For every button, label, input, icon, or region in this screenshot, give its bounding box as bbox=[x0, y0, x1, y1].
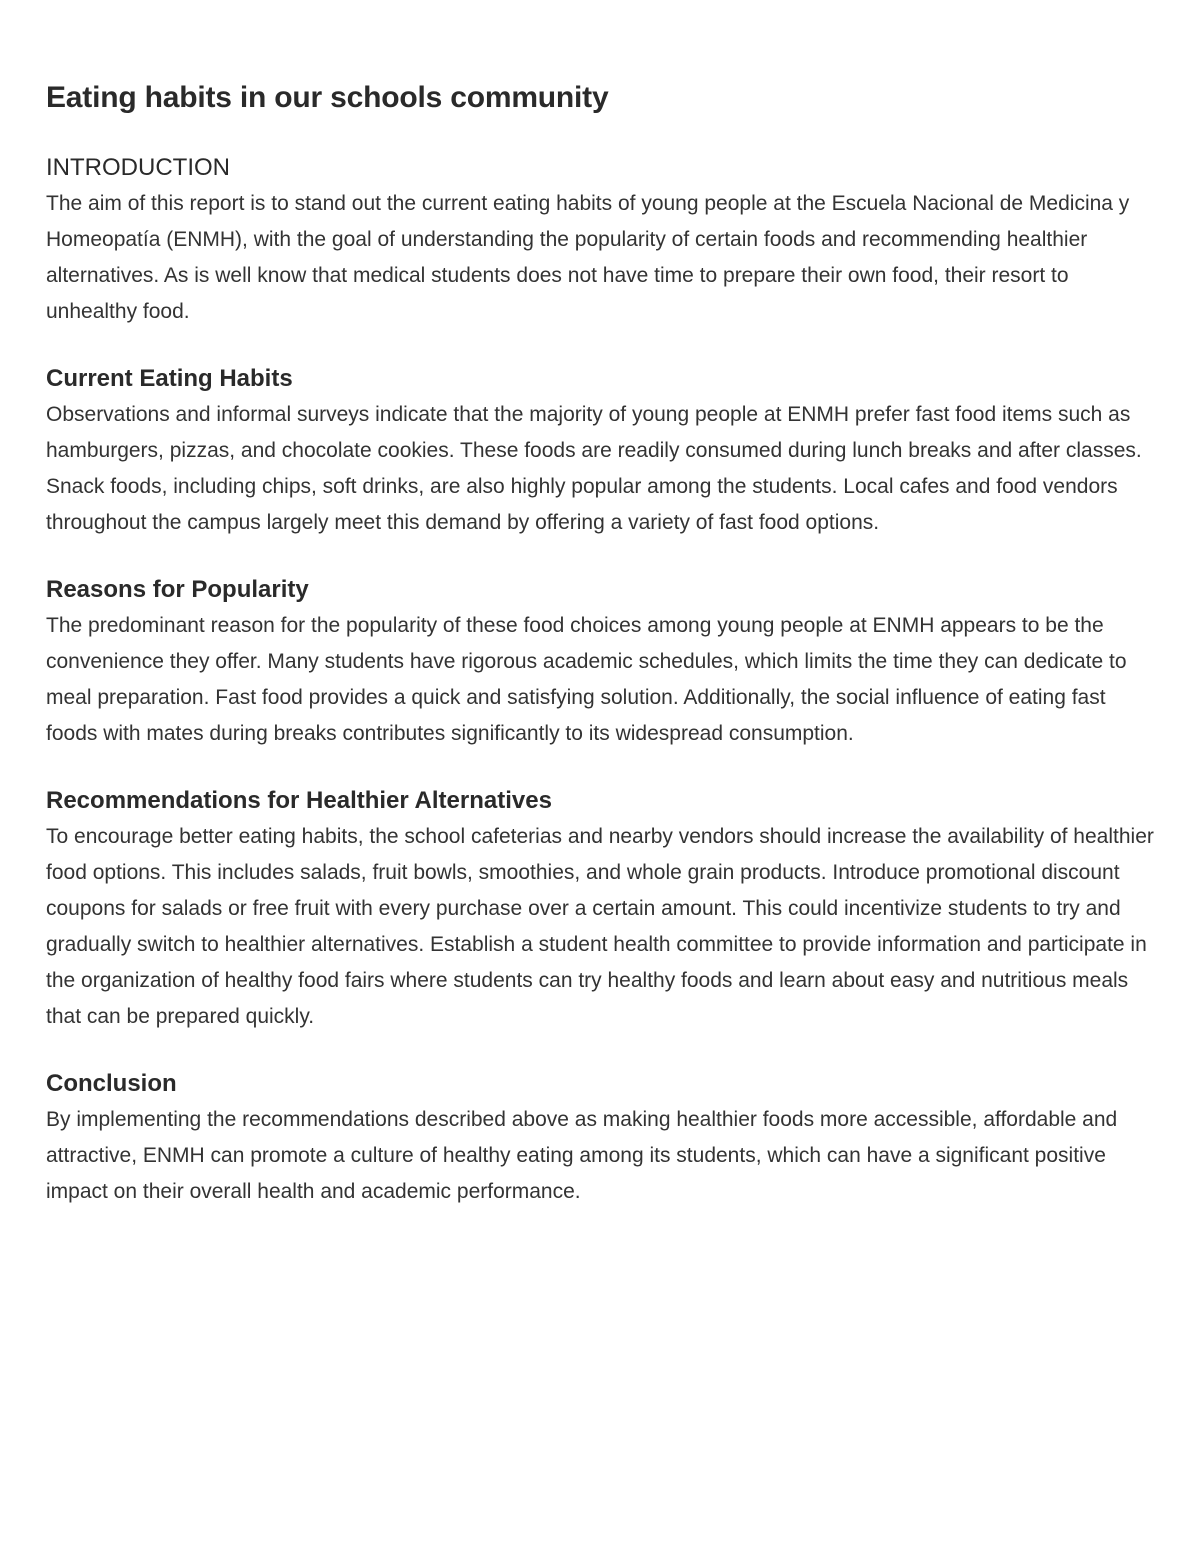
section-body-introduction: The aim of this report is to stand out the current eating habits of young people at the Escuela Nacional de Medicina y Homeopatía (ENMH), with the goal of understanding the popularity of certain foods and recommending healthier alternatives. As is well know that medical students does not have time to prepare their own food, their resort to unhealthy food. bbox=[46, 192, 1130, 323]
section-heading-introduction: INTRODUCTION bbox=[46, 154, 230, 181]
section-heading-recommendations: Recommendations for Healthier Alternatives bbox=[46, 787, 552, 814]
section-recommendations bbox=[46, 785, 1160, 1035]
section-heading-conclusion: Conclusion bbox=[46, 1070, 177, 1097]
section-body-reasons-for-popularity: The predominant reason for the popularity of these food choices among young people at ENMH appears to be the convenience they offer. Many students have rigorous academic schedules, which limits the time they can dedicate to meal preparation. Fast food provides a quick and satisfying solution. Additionally, the social influence of eating fast foods with mates during breaks contributes significantly to its widespread consumption. bbox=[46, 614, 1127, 745]
section-heading-reasons-for-popularity: Reasons for Popularity bbox=[46, 576, 309, 603]
section-conclusion bbox=[46, 1068, 1160, 1210]
section-heading-current-eating-habits: Current Eating Habits bbox=[46, 365, 293, 392]
section-body-recommendations: To encourage better eating habits, the school cafeterias and nearby vendors should increase the availability of healthier food options. This includes salads, fruit bowls, smoothies, and whole grain products. Introduce promotional discount coupons for salads or free fruit with every purchase over a certain amount. This could incentivize students to try and gradually switch to healthier alternatives. Establish a student health committee to provide information and participate in the organization of healthy food fairs where students can try healthy foods and learn about easy and nutritious meals that can be prepared quickly. bbox=[46, 825, 1154, 1028]
section-reasons-for-popularity bbox=[46, 574, 1160, 752]
section-body-conclusion: By implementing the recommendations described above as making healthier foods more accessible, affordable and attractive, ENMH can promote a culture of healthy eating among its students, which can have a significant positive impact on their overall health and academic performance. bbox=[46, 1108, 1118, 1203]
document-title: Eating habits in our schools community bbox=[46, 81, 609, 114]
section-body-current-eating-habits: Observations and informal surveys indicate that the majority of young people at ENMH prefer fast food items such as hamburgers, pizzas, and chocolate cookies. These foods are readily consumed during lunch breaks and after classes. Snack foods, including chips, soft drinks, are also highly popular among the students. Local cafes and food vendors throughout the campus largely meet this demand by offering a variety of fast food options. bbox=[46, 403, 1142, 534]
section-current-eating-habits bbox=[46, 363, 1160, 541]
section-introduction bbox=[46, 152, 1160, 330]
